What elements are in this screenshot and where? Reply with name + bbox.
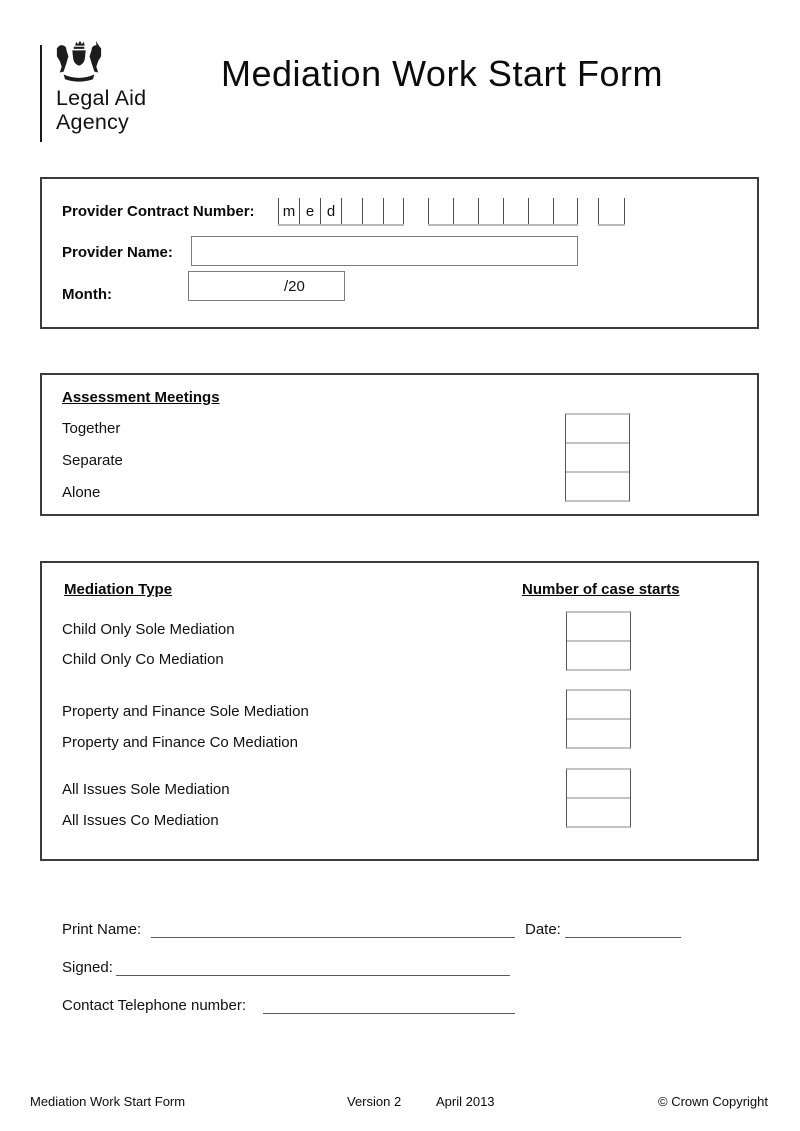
signed-label: Signed: <box>62 959 113 976</box>
royal-crest-icon <box>54 37 104 85</box>
assessment-row-together: Together <box>62 420 121 437</box>
count-cell-property-finance-co[interactable] <box>567 718 630 747</box>
assessment-row-alone: Alone <box>62 484 101 501</box>
footer-copyright: © Crown Copyright <box>658 1094 769 1109</box>
assessment-count-boxes[interactable] <box>565 413 630 502</box>
contract-cell[interactable] <box>478 198 503 224</box>
assessment-meetings-heading: Assessment Meetings <box>62 389 220 406</box>
contract-cell[interactable] <box>428 198 453 224</box>
count-cell-alone[interactable] <box>566 471 629 500</box>
print-name-line[interactable] <box>151 921 515 938</box>
number-of-case-starts-heading: Number of case starts <box>522 581 680 598</box>
logo-divider-bar <box>40 45 42 142</box>
mediation-row-child-only-co: Child Only Co Mediation <box>62 651 224 668</box>
logo-line-2: Agency <box>56 110 129 134</box>
contact-telephone-label: Contact Telephone number: <box>62 997 247 1014</box>
contract-cell[interactable] <box>553 198 578 224</box>
mediation-row-child-only-sole: Child Only Sole Mediation <box>62 621 235 638</box>
assessment-row-separate: Separate <box>62 452 123 469</box>
legal-aid-agency-logo <box>56 86 146 134</box>
count-cell-child-only-sole[interactable] <box>567 613 630 640</box>
footer-version: Version 2 <box>347 1094 402 1109</box>
contract-cell[interactable]: e <box>299 198 320 224</box>
mediation-type-heading: Mediation Type <box>64 581 173 598</box>
date-line[interactable] <box>565 921 681 938</box>
footer-date: April 2013 <box>436 1094 495 1109</box>
month-label: Month: <box>62 286 112 303</box>
contract-number-comb-group-1[interactable] <box>278 198 404 226</box>
logo-line-1: Legal Aid <box>56 86 147 110</box>
contact-telephone-line[interactable] <box>263 997 515 1014</box>
contract-cell[interactable] <box>503 198 528 224</box>
case-start-boxes-all-issues[interactable] <box>566 768 631 828</box>
provider-contract-number-label: Provider Contract Number: <box>62 203 255 220</box>
contract-cell[interactable] <box>453 198 478 224</box>
month-input[interactable]: /20 <box>188 271 345 301</box>
provider-name-label: Provider Name: <box>62 244 173 261</box>
contract-cell[interactable]: m <box>278 198 299 224</box>
count-cell-all-issues-co[interactable] <box>567 797 630 826</box>
case-start-boxes-child-only[interactable] <box>566 611 631 671</box>
mediation-row-property-finance-co: Property and Finance Co Mediation <box>62 734 298 751</box>
provider-name-input[interactable] <box>191 236 578 266</box>
contract-cell[interactable] <box>341 198 362 224</box>
count-cell-property-finance-sole[interactable] <box>567 691 630 718</box>
case-start-boxes-property-finance[interactable] <box>566 689 631 749</box>
count-cell-child-only-co[interactable] <box>567 640 630 669</box>
mediation-row-property-finance-sole: Property and Finance Sole Mediation <box>62 703 309 720</box>
contract-number-comb-group-2[interactable] <box>428 198 578 226</box>
contract-number-comb-group-3[interactable] <box>598 198 625 226</box>
mediation-row-all-issues-co: All Issues Co Mediation <box>62 812 219 829</box>
contract-cell[interactable] <box>362 198 383 224</box>
page-title: Mediation Work Start Form <box>221 53 663 94</box>
signed-line[interactable] <box>116 959 510 976</box>
contract-cell[interactable] <box>528 198 553 224</box>
count-cell-all-issues-sole[interactable] <box>567 770 630 797</box>
contract-cell[interactable] <box>598 198 625 224</box>
count-cell-together[interactable] <box>566 415 629 442</box>
count-cell-separate[interactable] <box>566 442 629 471</box>
contract-cell[interactable]: d <box>320 198 341 224</box>
print-name-label: Print Name: <box>62 921 142 938</box>
mediation-row-all-issues-sole: All Issues Sole Mediation <box>62 781 230 798</box>
footer-form-name: Mediation Work Start Form <box>30 1094 186 1109</box>
contract-cell[interactable] <box>383 198 404 224</box>
date-label: Date: <box>525 921 561 938</box>
